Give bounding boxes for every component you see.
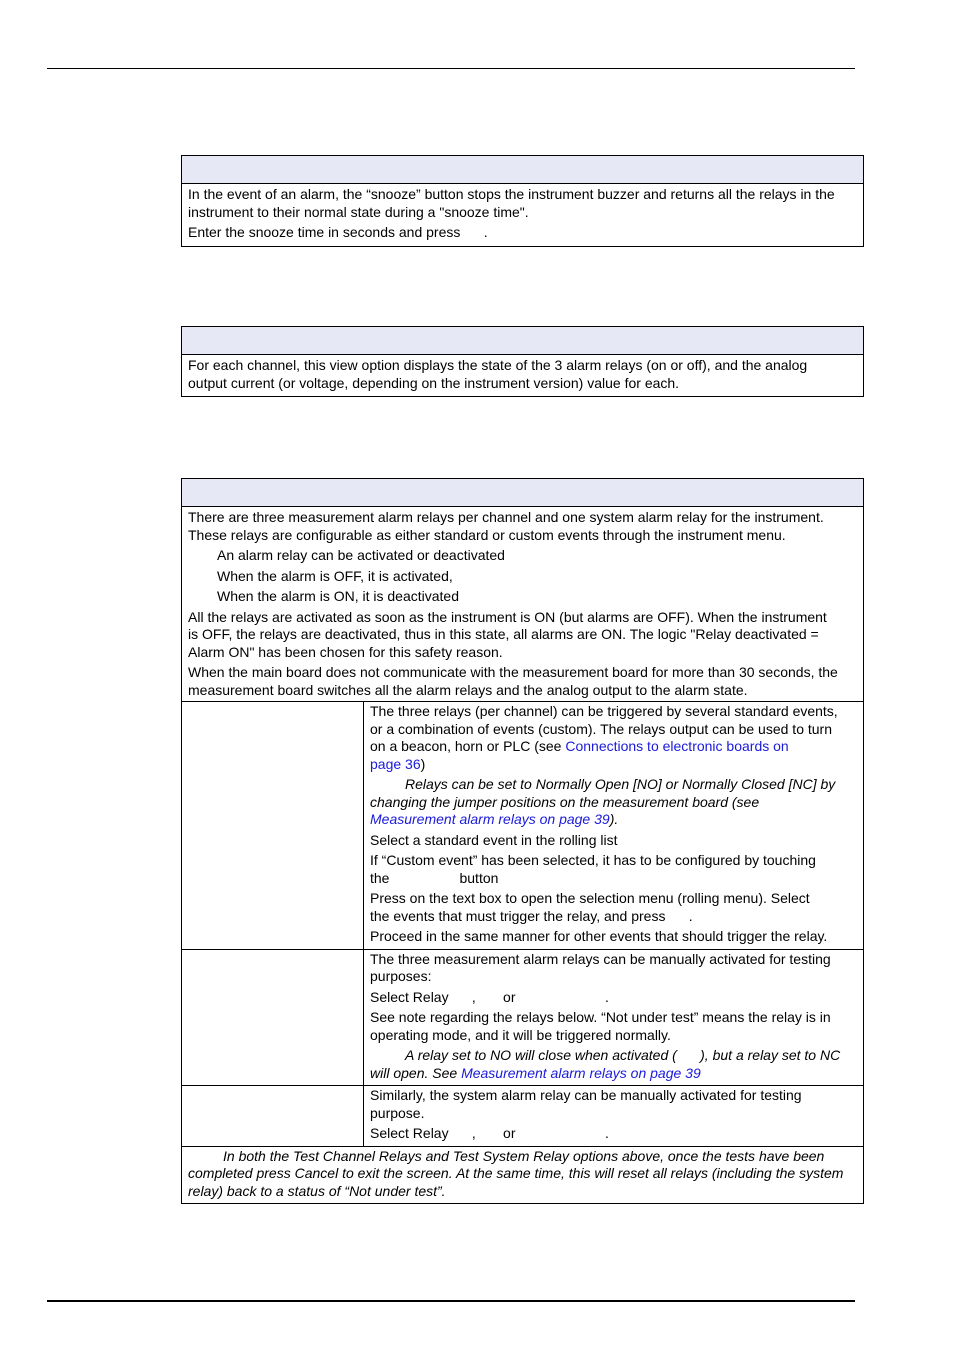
relays-intro-2: These relays are configurable as either standard or custom events through the instrument menu. — [188, 526, 786, 543]
relays-bullet-3: When the alarm is ON, it is deactivated — [217, 588, 459, 604]
row1-text-3 — [364, 738, 863, 756]
footer-rule — [47, 1300, 855, 1302]
relays-table-header — [182, 479, 863, 507]
row2-note-1 — [364, 1047, 863, 1065]
row2-step: Select Relay , or . — [370, 988, 609, 1005]
test-system-label-cell — [182, 1086, 364, 1146]
relays-bullet-2: When the alarm is OFF, it is activated, — [217, 567, 453, 584]
view-text-2: output current (or voltage, depending on the instrument version) value for each. — [188, 374, 680, 391]
row3-step: Select Relay , or . — [370, 1125, 609, 1141]
relays-para2-1: All the relays are activated as soon as the instrument is ON (but alarms are OFF). When the instrument — [188, 608, 827, 625]
relays-bullet-1: An alarm relay can be activated or deactivated — [217, 547, 505, 563]
link-connections-boards[interactable]: Connections to electronic boards on — [565, 738, 789, 754]
relay-config-row — [182, 701, 863, 949]
footnote-3 — [182, 1183, 863, 1201]
row1-note-2-text: changing the jumper positions on the measurement board (see — [370, 793, 760, 810]
test-channel-label-cell — [182, 950, 364, 1086]
row2-see-2: operating mode, and it will be triggered normally. — [370, 1026, 671, 1043]
link-page-36[interactable]: page 36 — [370, 755, 421, 772]
footnote-3-text: relay) back to a status of “Not under test”. — [188, 1182, 446, 1199]
relays-para3-1: When the main board does not communicate with the measurement board for more than 30 seconds, the — [188, 664, 838, 680]
test-system-relay-row — [182, 1085, 863, 1146]
snooze-text-3: Enter the snooze time in seconds and press . — [188, 224, 488, 240]
footnote-2 — [182, 1165, 863, 1183]
view-table — [181, 326, 864, 397]
row1-note-3-post: ). — [609, 811, 619, 827]
row1-note-3 — [364, 811, 863, 829]
row2-see-1: See note regarding the relays below. “Not under test” means the relay is in — [370, 1009, 831, 1025]
row1-text-4-post: ) — [420, 755, 426, 772]
relays-intro-1: There are three measurement alarm relays per channel and one system alarm relay for the instrument. — [188, 509, 824, 525]
view-text-1: For each channel, this view option displays the state of the 3 alarm relays (on or off), and the analog — [188, 357, 808, 373]
row2-note-2 — [364, 1065, 863, 1083]
row1-step-3a: Press on the text box to open the selection menu (rolling menu). Select — [370, 890, 810, 906]
row1-text-1: The three relays (per channel) can be triggered by several standard events, — [370, 703, 838, 719]
test-channel-relays-row — [182, 949, 863, 1086]
row1-step-3b: the events that must trigger the relay, and press . — [370, 907, 693, 924]
row2-text-1: The three measurement alarm relays can be manually activated for testing — [370, 950, 831, 967]
footnote-1 — [182, 1148, 863, 1166]
row1-text-3-pre: on a beacon, horn or PLC (see — [370, 738, 566, 754]
link-measurement-relays-1[interactable]: Measurement alarm relays on page 39 — [370, 811, 610, 827]
link-measurement-relays-2[interactable]: Measurement alarm relays on page 39 — [461, 1064, 701, 1081]
row2-text-2: purposes: — [370, 968, 432, 984]
row1-note-2 — [364, 794, 863, 812]
relays-footnote — [182, 1146, 863, 1204]
row1-step-2a: If “Custom event” has been selected, it has to be configured by touching — [370, 852, 816, 868]
row1-text-2: or a combination of events (custom). The relays output can be used to turn — [370, 720, 832, 737]
row1-step-1: Select a standard event in the rolling list — [370, 831, 618, 848]
row3-text-1: Similarly, the system alarm relay can be manually activated for testing — [370, 1087, 802, 1103]
footnote-2-text: completed press Cancel to exit the screen. At the same time, this will reset all relays (including the system — [188, 1165, 844, 1181]
row1-end: Proceed in the same manner for other events that should trigger the relay. — [370, 928, 828, 944]
row2-note-2-pre: will open. See — [370, 1064, 462, 1081]
snooze-table-header — [182, 156, 863, 184]
row3-text-2: purpose. — [370, 1104, 425, 1121]
row1-note-1-text: Relays can be set to Normally Open [NO] or Normally Closed [NC] by — [405, 776, 836, 792]
relay-config-label-cell — [182, 702, 364, 949]
relays-para2-3: Alarm ON" has been chosen for this safety reason. — [188, 643, 503, 660]
row1-text-4 — [364, 756, 863, 774]
header-rule — [47, 68, 855, 69]
row2-note-1-text: A relay set to NO will close when activated ( ), but a relay set to NC — [405, 1047, 841, 1063]
relays-para2-2: is OFF, the relays are deactivated, thus in this state, all alarms are ON. The logic "Relay deactivated = — [188, 626, 819, 642]
relays-para3-2: measurement board switches all the alarm relays and the analog output to the alarm state. — [188, 681, 748, 698]
snooze-text-2: instrument to their normal state during a "snooze time". — [188, 203, 529, 220]
row1-step-2b: the button — [370, 869, 499, 886]
relays-table — [181, 478, 864, 1204]
row1-note-1 — [364, 776, 863, 794]
snooze-text-1: In the event of an alarm, the “snooze” button stops the instrument buzzer and returns all the relays in the — [188, 186, 835, 202]
snooze-table — [181, 155, 864, 247]
footnote-1-text: In both the Test Channel Relays and Test System Relay options above, once the tests have been — [223, 1147, 825, 1164]
view-table-header — [182, 327, 863, 355]
